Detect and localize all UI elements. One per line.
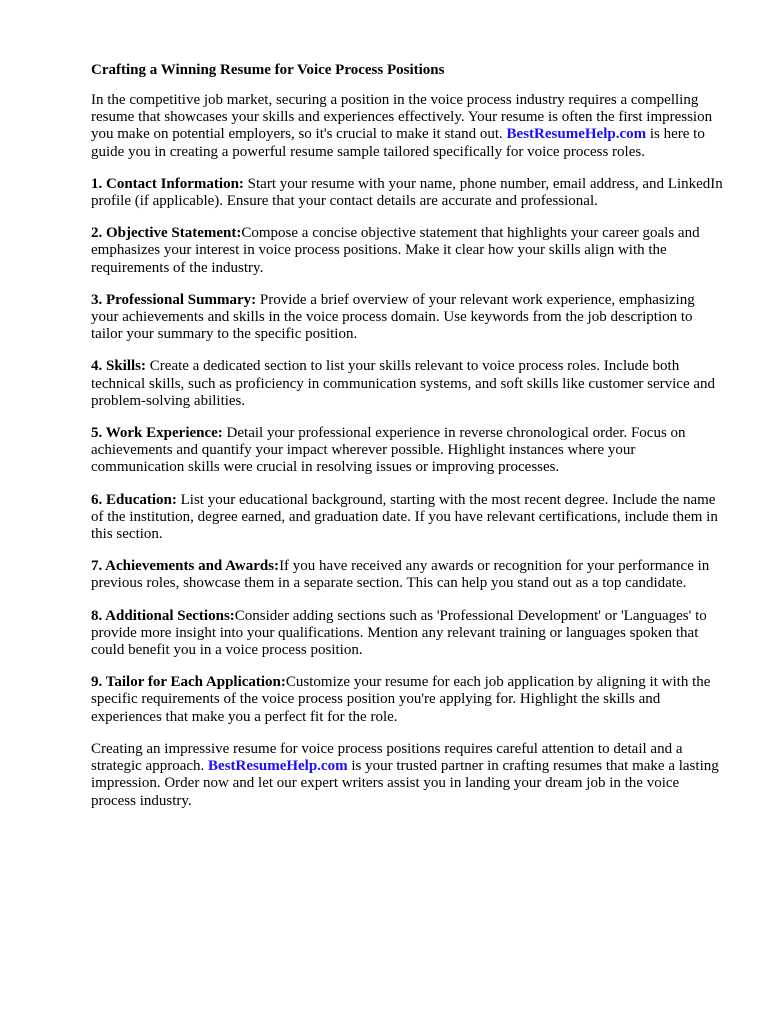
- section-heading: 8. Additional Sections:: [91, 607, 235, 624]
- section-body: Provide a brief overview of your relevant work experience, emphasizing your achievements and skills in the voice process domain. Use keywords from the job description to tailor your summary to the specific position.: [91, 291, 695, 343]
- intro-link[interactable]: BestResumeHelp.com: [506, 126, 647, 143]
- section-paragraph: [91, 358, 724, 410]
- closing-paragraph: [91, 741, 724, 810]
- section-body: Detail your professional experience in reverse chronological order. Focus on achievements and quantify your impact wherever possible. Highlight instances where your communication skills were crucial in resolving issues or improving processes.: [91, 425, 686, 476]
- section-paragraph: [91, 425, 724, 477]
- section-body: Compose a concise objective statement that highlights your career goals and emphasizes your interest in voice process positions. Make it clear how your skills align with the requirements of the industry.: [91, 225, 700, 276]
- closing-text-after: is your trusted partner in crafting resumes that make a lasting impression. Order now and let our expert writers assist you in landing your dream job in the voice process industry.: [91, 758, 719, 809]
- section-body: If you have received any awards or recognition for your performance in previous roles, showcase them in a separate section. This can help you stand out as a top candidate.: [91, 558, 710, 592]
- closing-text: Creating an impressive resume for voice process positions requires careful attention to detail and a strategic approach.: [91, 740, 683, 775]
- section-body: List your educational background, starting with the most recent degree. Include the name of the institution, degree earned, and graduation date. If you have relevant certifications, include them in this section.: [91, 491, 718, 543]
- section-heading: 3. Professional Summary:: [91, 291, 257, 308]
- intro-text: In the competitive job market, securing a position in the voice process industry requires a compelling resume that showcases your skills and experiences effectively. Your resume is often the first impression you make on potential employers, so it's crucial to make it stand out.: [91, 92, 713, 143]
- section-body: Customize your resume for each job application by aligning it with the specific requirements of the voice process position you're applying for. Highlight the skills and experiences that make you a perfect fit for the role.: [91, 674, 711, 725]
- section-body: Consider adding sections such as 'Professional Development' or 'Languages' to provide more insight into your qualifications. Mention any relevant training or languages spoken that could benefit you in a voice process position.: [91, 607, 707, 659]
- section-body: Create a dedicated section to list your skills relevant to voice process roles. Include both technical skills, such as proficiency in communication systems, and soft skills like customer service and problem-solving abilities.: [91, 358, 716, 409]
- section-heading: 5. Work Experience:: [91, 425, 223, 442]
- section-paragraph: [91, 608, 724, 660]
- section-paragraph: [91, 176, 724, 210]
- section-heading: 4. Skills:: [91, 358, 147, 375]
- section-paragraph: [91, 225, 724, 277]
- section-heading: 1. Contact Information:: [91, 175, 244, 192]
- section-heading: 6. Education:: [91, 491, 177, 508]
- section-heading: 9. Tailor for Each Application:: [91, 674, 286, 691]
- section-paragraph: [91, 492, 724, 544]
- section-paragraph: [91, 558, 724, 592]
- section-body: Start your resume with your name, phone number, email address, and LinkedIn profile (if applicable). Ensure that your contact details are accurate and professional.: [91, 175, 723, 210]
- section-paragraph: [91, 674, 724, 726]
- section-paragraph: [91, 292, 724, 344]
- intro-text-after: is here to guide you in creating a powerful resume sample tailored specifically for voice process roles.: [91, 126, 705, 160]
- closing-link[interactable]: BestResumeHelp.com: [208, 758, 348, 775]
- document-title: Crafting a Winning Resume for Voice Process Positions: [91, 62, 445, 78]
- section-heading: 7. Achievements and Awards:: [91, 558, 280, 575]
- intro-paragraph: [91, 92, 724, 161]
- section-heading: 2. Objective Statement:: [91, 225, 242, 242]
